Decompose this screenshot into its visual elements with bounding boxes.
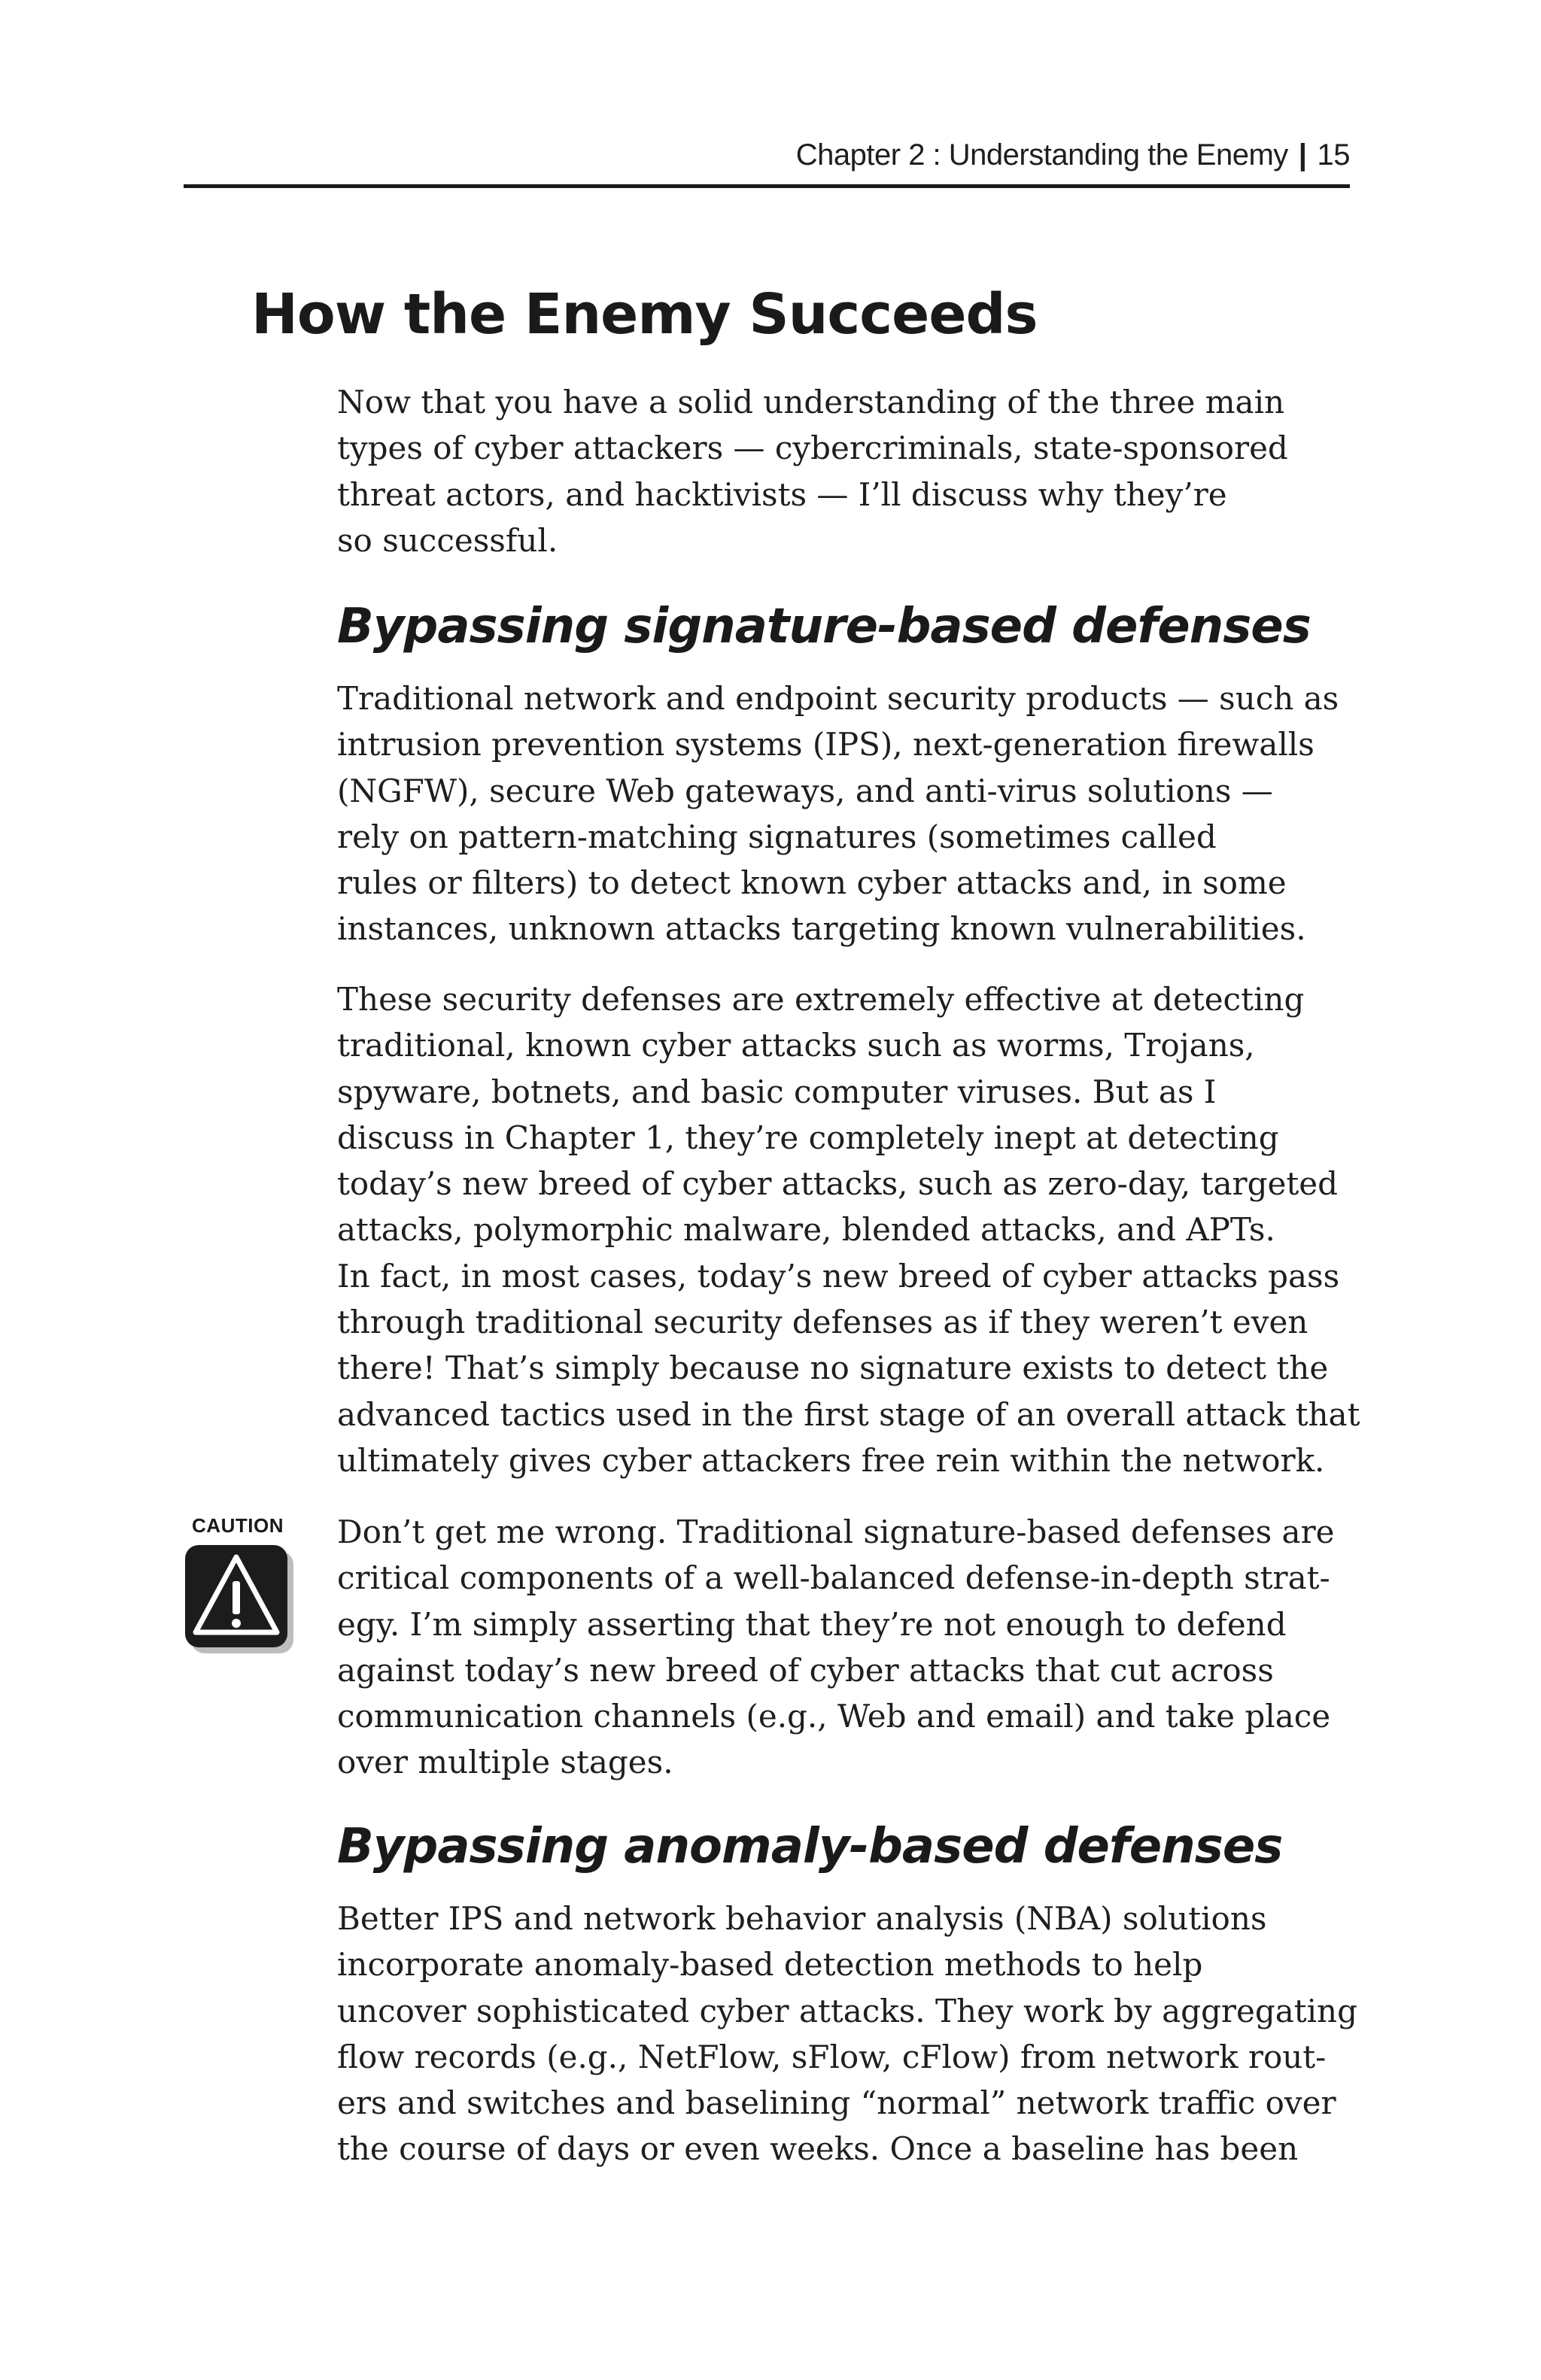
text-line: so successful. [337,521,558,559]
text-line: types of cyber attackers — cybercriminals, state-sponsored [337,430,1288,467]
text-line: rules or filters) to detect known cyber attacks and, in some [337,864,1287,902]
text-line: Traditional network and endpoint security products — such as [337,680,1339,717]
text-line: (NGFW), secure Web gateways, and anti-virus solutions — [337,772,1273,809]
text-line: discuss in Chapter 1, they’re completely inept at detecting [337,1119,1279,1156]
caution-marker [184,1513,296,1649]
text-line: today’s new breed of cyber attacks, such as zero-day, targeted [337,1165,1338,1203]
text-line: Better IPS and network behavior analysis (NBA) solutions [337,1900,1267,1937]
text-line: These security defenses are extremely effective at detecting [337,981,1305,1018]
text-line: In fact, in most cases, today’s new breed of cyber attacks pass [337,1257,1340,1295]
section-heading-main: How the Enemy Succeeds [251,282,1038,347]
text-line: Now that you have a solid understanding of the three main [337,384,1285,420]
text-line: over multiple stages. [337,1744,673,1781]
chapter-title: Chapter 2 : Understanding the Enemy [795,138,1288,172]
text-line: traditional, known cyber attacks such as worms, Trojans, [337,1027,1255,1064]
text-line: flow records (e.g., NetFlow, sFlow, cFlow) from network rout- [337,2038,1327,2075]
text-line: instances, unknown attacks targeting known vulnerabilities. [337,910,1306,948]
text-line: advanced tactics used in the first stage of an overall attack that [337,1395,1360,1433]
text-line: incorporate anomaly-based detection methods to help [337,1946,1203,1984]
text-line: ers and switches and baselining “normal” network traffic over [337,2084,1336,2122]
signature-paragraph-2 [337,976,1360,1483]
text-line: intrusion prevention systems (IPS), next-generation firewalls [337,726,1315,763]
text-line: rely on pattern-matching signatures (sometimes called [337,818,1217,855]
intro-paragraph [337,379,1360,563]
text-line: threat actors, and hacktivists — I’ll discuss why they’re [337,475,1227,513]
subheading-anomaly: Bypassing anomaly-based defenses [337,1819,1283,1875]
text-line: there! That’s simply because no signature exists to detect the [337,1349,1329,1387]
text-line: through traditional security defenses as if they weren’t even [337,1304,1308,1341]
text-line: uncover sophisticated cyber attacks. They work by aggregating [337,1992,1357,2029]
text-line: the course of days or even weeks. Once a baseline has been [337,2130,1299,2168]
caution-paragraph [337,1509,1360,1786]
text-line: ultimately gives cyber attackers free rein within the network. [337,1441,1325,1479]
warning-triangle-icon [184,1544,296,1656]
text-line: Don’t get me wrong. Traditional signature-based defenses are [337,1513,1335,1550]
text-line: against today’s new breed of cyber attacks that cut across [337,1651,1274,1689]
running-head [184,132,1350,188]
caution-label: CAUTION [192,1514,284,1537]
text-line: attacks, polymorphic malware, blended attacks, and APTs. [337,1211,1275,1249]
text-line: communication channels (e.g., Web and email) and take place [337,1698,1331,1735]
header-separator: | [1298,138,1307,172]
page-number: 15 [1317,138,1350,172]
text-line: spyware, botnets, and basic computer viruses. But as I [337,1073,1217,1110]
text-line: critical components of a well-balanced defense-in-depth strat- [337,1559,1330,1597]
signature-paragraph-1 [337,675,1360,952]
text-line: egy. I’m simply asserting that they’re not enough to defend [337,1605,1287,1643]
subheading-signature: Bypassing signature-based defenses [337,599,1311,654]
anomaly-paragraph-1 [337,1896,1360,2172]
